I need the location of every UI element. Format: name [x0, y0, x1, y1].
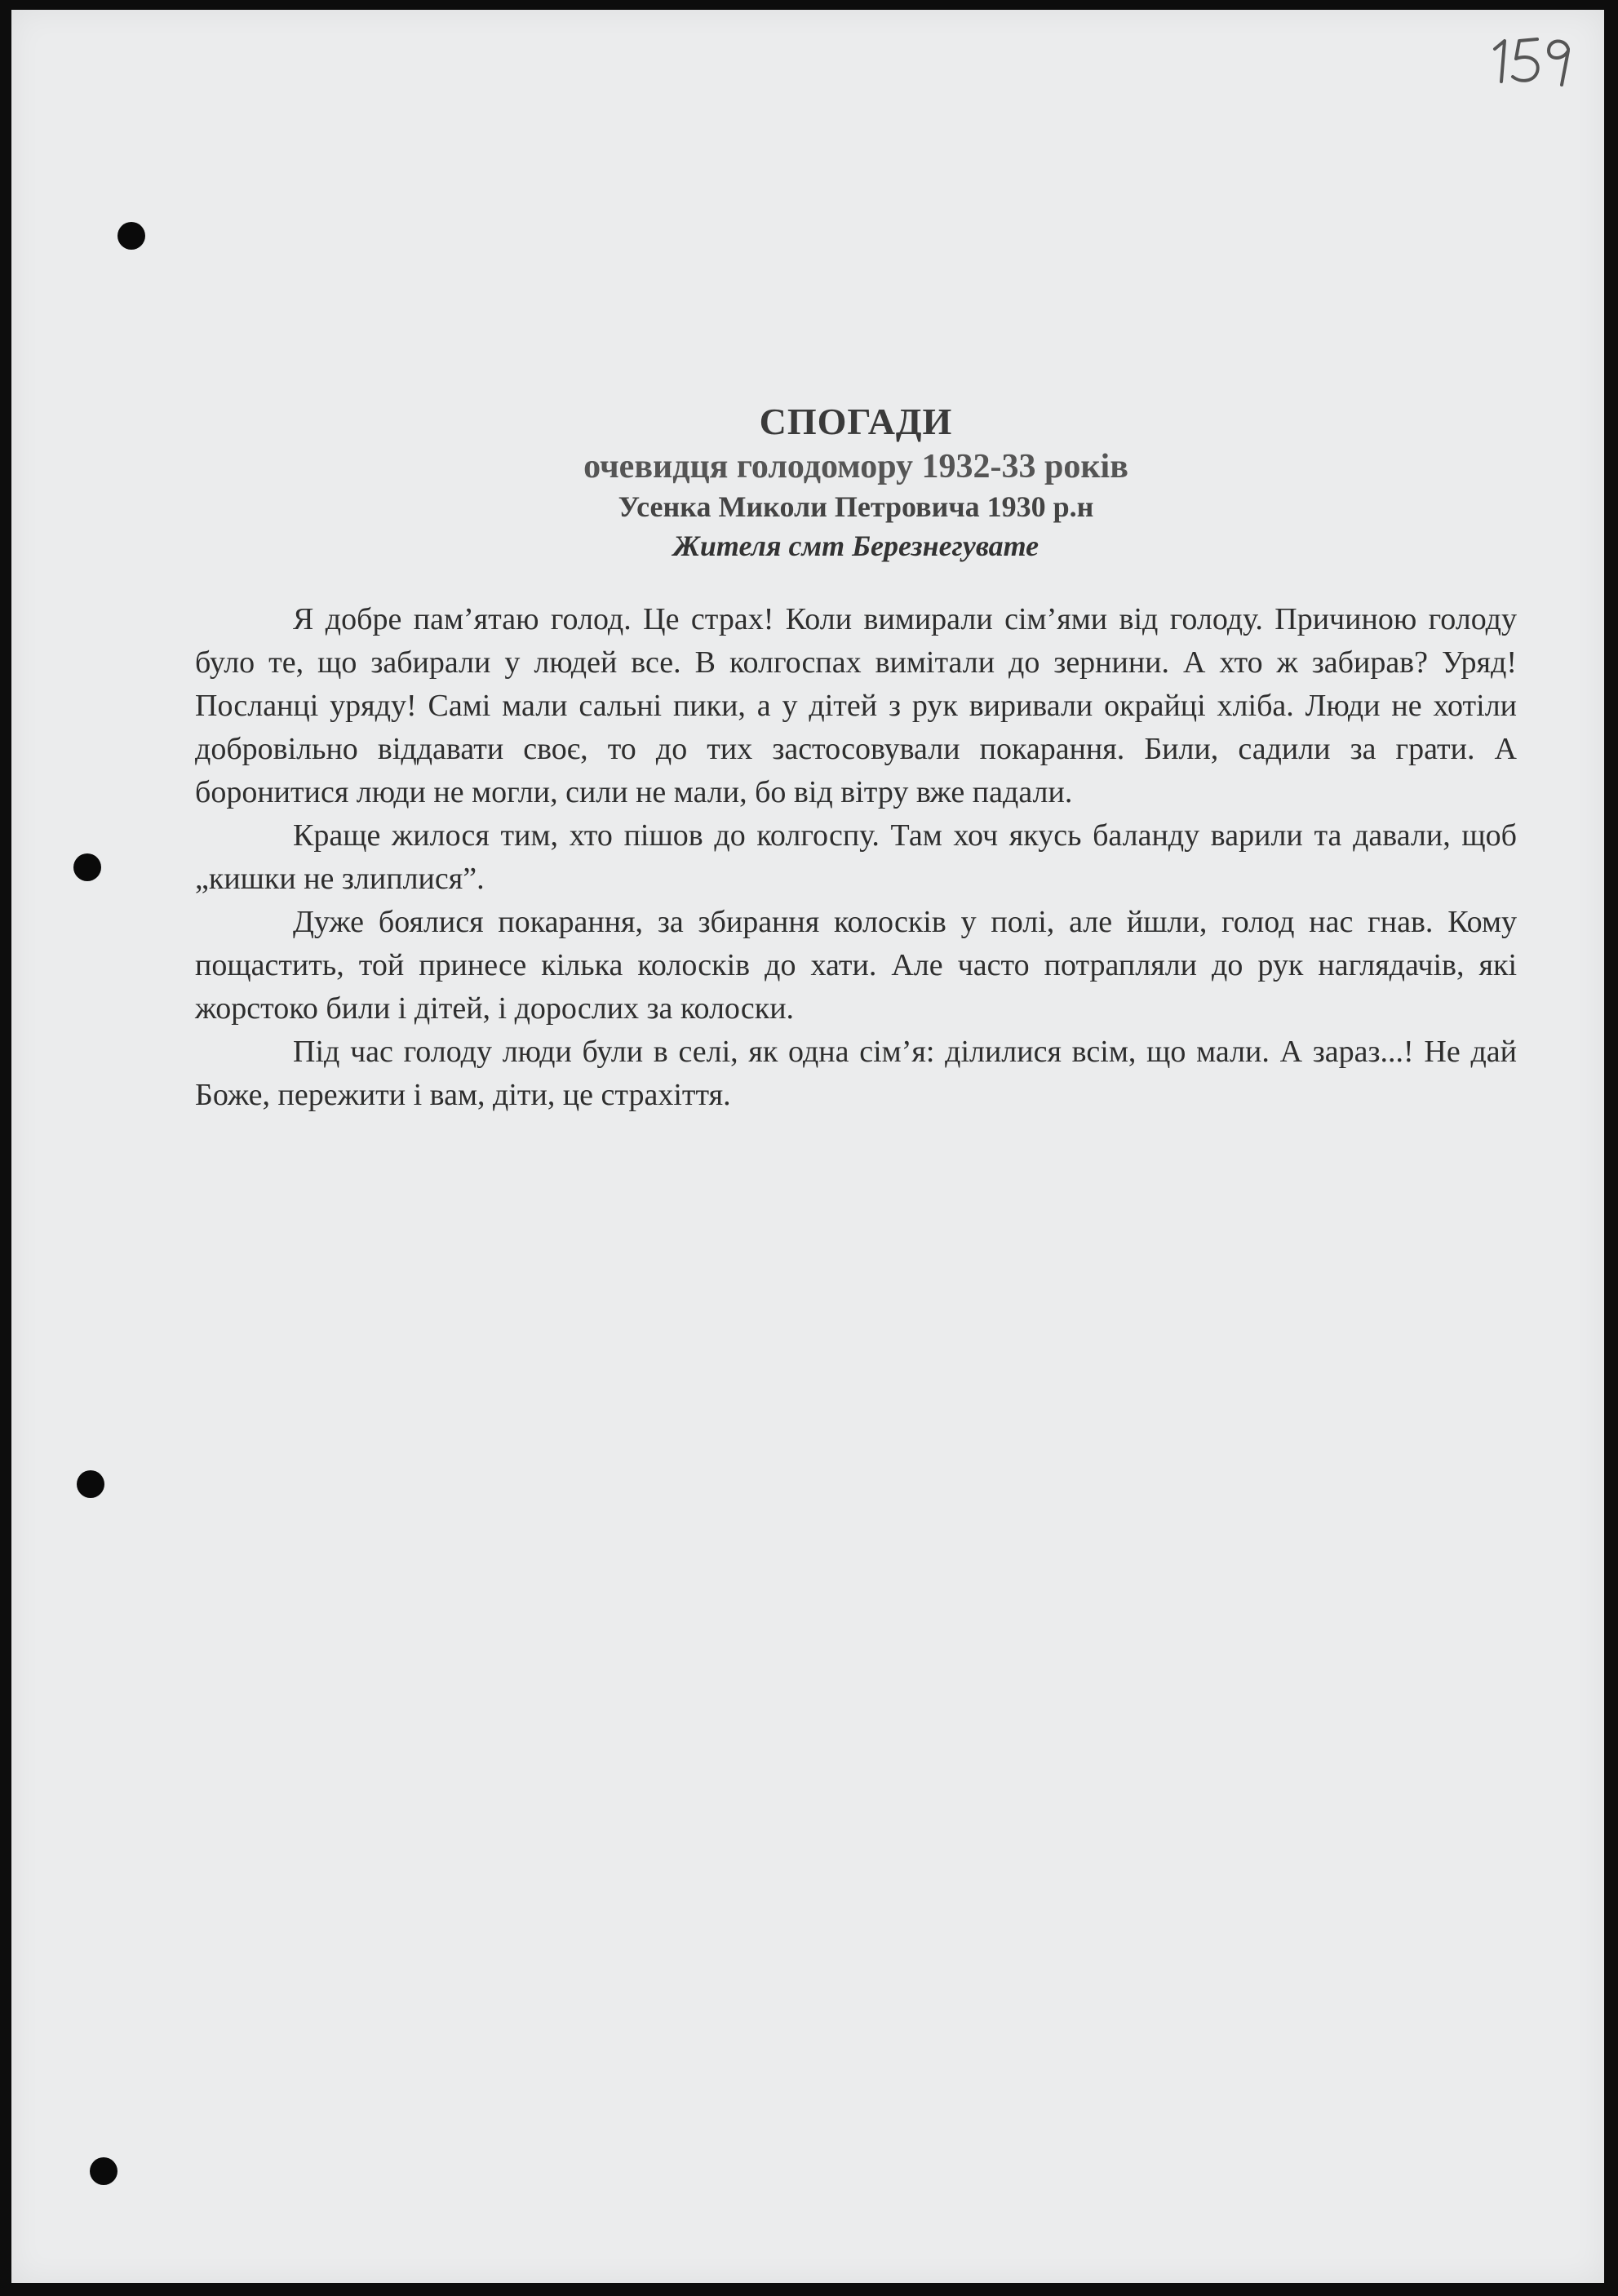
paragraph: Під час голоду люди були в селі, як одна сім’я: ділилися всім, що мали. А зараз...! Не дай Боже, пережити і вам, діти, це страхіття.: [195, 1035, 1517, 1112]
document-content: [195, 397, 1517, 1117]
paragraph: Краще жилося тим, хто пішов до колгоспу. Там хоч якусь баланду варили та давали, щоб „кишки не злиплися”.: [195, 818, 1517, 896]
document-title: СПОГАДИ: [759, 401, 953, 442]
punch-hole: [77, 1470, 104, 1498]
document-body: [195, 598, 1517, 1117]
paragraph: Дуже боялися покарання, за збирання колосків у полі, але йшли, голод нас гнав. Кому пощастить, той принесе кілька колосків до хати. Але часто потрапляли до рук наглядачів, які жорстоко били і дітей, і дорослих за колоски.: [195, 905, 1517, 1026]
document-author: Усенка Миколи Петровича 1930 р.н: [618, 490, 1094, 523]
punch-hole: [73, 853, 101, 881]
handwritten-page-number: [1480, 24, 1578, 90]
document-subtitle: очевидця голодомору 1932-33 років: [583, 448, 1128, 485]
punch-hole: [117, 222, 145, 250]
punch-hole: [90, 2157, 117, 2185]
paragraph: Я добре пам’ятаю голод. Це страх! Коли вимирали сім’ями від голоду. Причиною голоду було те, що забирали у людей все. В колгоспах вимітали до зернини. А хто ж забирав? Уряд! Посланці уряду! Самі мали сальні пики, а у дітей з рук виривали окрайці хліба. Люди не хотіли добровільно віддавати своє, то до тих застосовували покарання. Били, садили за грати. А боронитися люди не могли, сили не мали, бо від вітру вже падали.: [195, 602, 1517, 809]
document-residence: Жителя смт Березнегувате: [672, 530, 1040, 562]
document-page: [11, 10, 1604, 2283]
